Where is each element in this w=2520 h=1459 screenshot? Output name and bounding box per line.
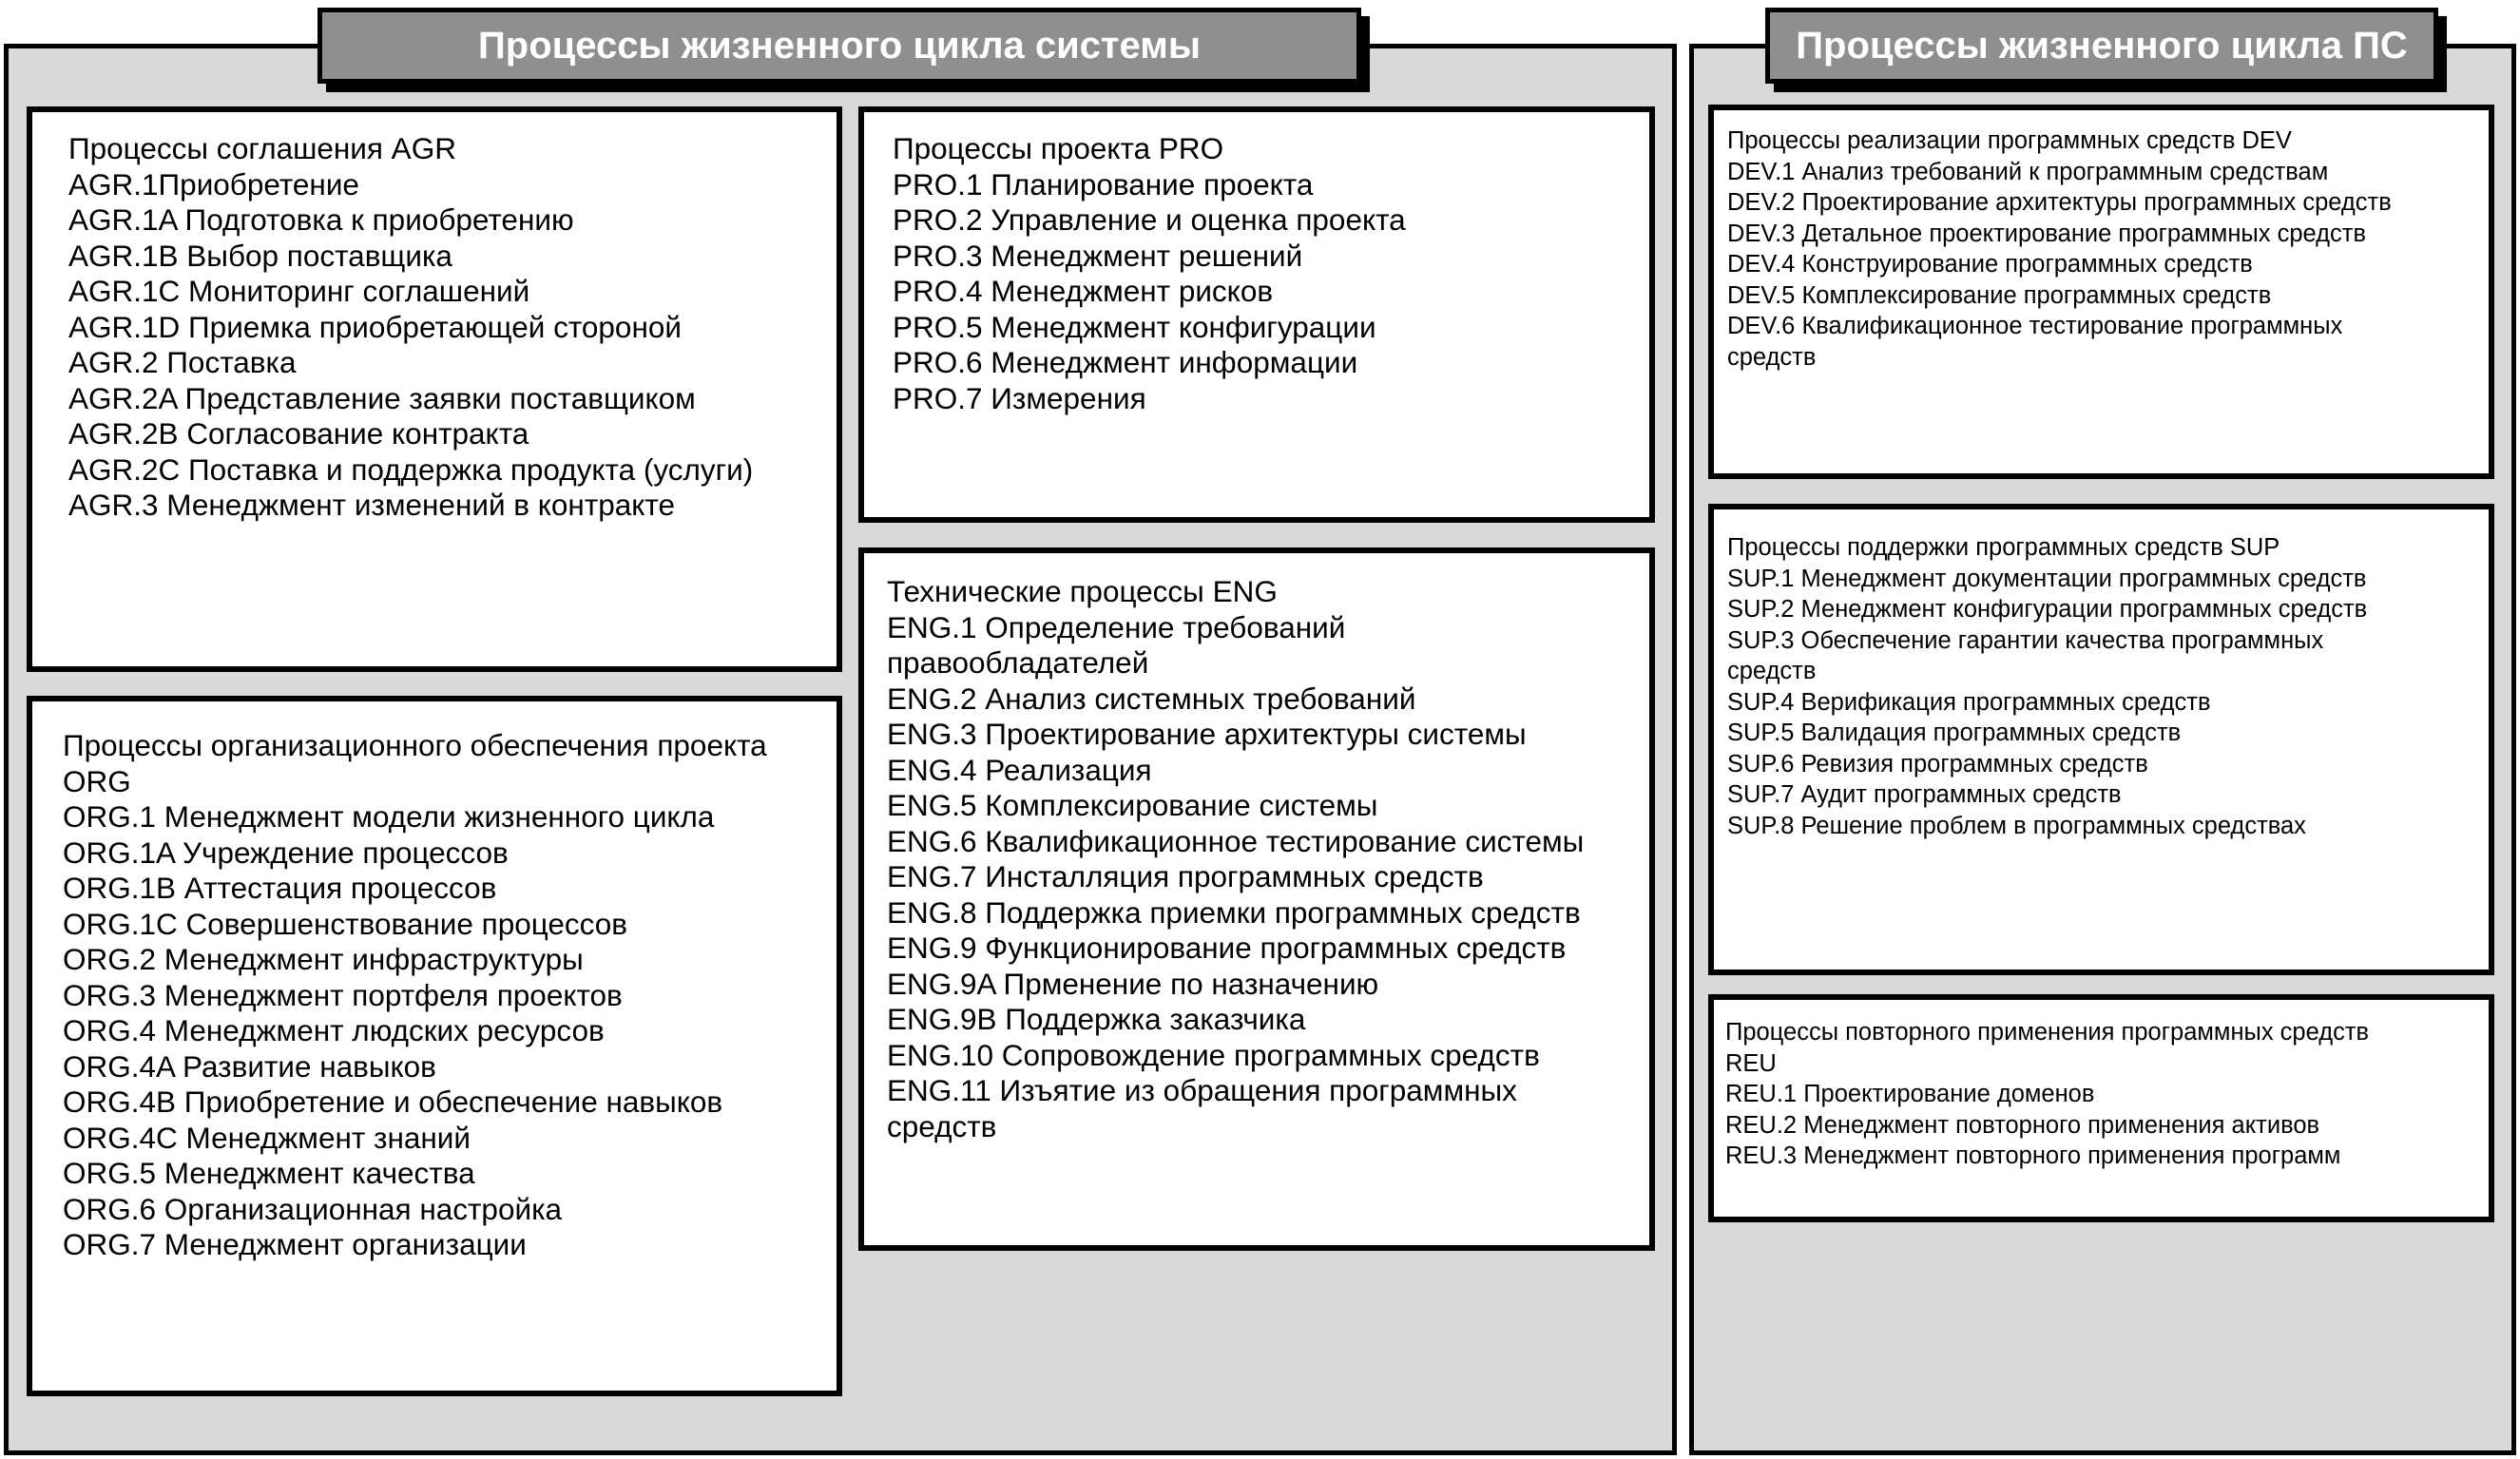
list-item: ORG.4A Развитие навыков <box>63 1048 436 1084</box>
list-item: ENG.5 Комплексирование системы <box>887 788 1378 822</box>
list-item: ORG.6 Организационная настройка <box>63 1191 563 1226</box>
list-item: SUP.6 Ревизия программных средств <box>1727 750 2148 777</box>
sup-list <box>1727 564 2475 842</box>
list-item: AGR.2B Согласование контракта <box>68 416 529 451</box>
eng-heading: Технические процессы ENG <box>887 574 1278 608</box>
dev-list <box>1727 157 2475 374</box>
list-item: DEV.3 Детальное проектирование программных средств <box>1727 220 2366 247</box>
list-item: DEV.1 Анализ требований к программным средствам <box>1727 158 2329 185</box>
list-item: DEV.2 Проектирование архитектуры программных средств <box>1727 189 2392 216</box>
list-item: REU.1 Проектирование доменов <box>1725 1081 2095 1107</box>
list-item: средств <box>1727 658 1817 684</box>
list-item: REU.3 Менеджмент повторного применения программ <box>1725 1142 2341 1169</box>
list-item: SUP.1 Менеджмент документации программных средств <box>1727 565 2367 592</box>
list-item: PRO.3 Менеджмент решений <box>893 238 1303 273</box>
pro-box <box>858 106 1655 523</box>
list-item: ENG.6 Квалификационное тестирование системы <box>887 823 1585 858</box>
org-box <box>27 696 842 1396</box>
list-item: ORG.1A Учреждение процессов <box>63 835 509 870</box>
list-item: ORG.1C Совершенствование процессов <box>63 906 628 941</box>
list-item: PRO.2 Управление и оценка проекта <box>893 202 1406 237</box>
list-item: ORG.1B Аттестация процессов <box>63 871 497 905</box>
list-item: AGR.2 Поставка <box>68 345 297 379</box>
list-item: ENG.2 Анализ системных требований <box>887 681 1416 716</box>
list-item: ENG.11 Изъятие из обращения программных <box>887 1073 1517 1107</box>
list-item: DEV.6 Квалификационное тестирование программных <box>1727 313 2343 339</box>
list-item: REU.2 Менеджмент повторного применения активов <box>1725 1111 2320 1139</box>
reu-list <box>1725 1079 2475 1172</box>
list-item: ORG.5 Менеджмент качества <box>63 1156 475 1190</box>
list-item: PRO.4 Менеджмент рисков <box>893 274 1274 308</box>
list-item: PRO.5 Менеджмент конфигурации <box>893 309 1376 344</box>
reu-heading-code: REU <box>1725 1049 1777 1077</box>
list-item: AGR.1A Подготовка к приобретению <box>68 202 574 237</box>
agr-heading: Процессы соглашения AGR <box>68 131 456 165</box>
list-item: ENG.1 Определение требований <box>887 609 1346 644</box>
org-heading: Процессы организационного обеспечения проекта <box>63 728 767 762</box>
list-item: SUP.5 Валидация программных средств <box>1727 720 2182 746</box>
list-item: ORG.1 Менеджмент модели жизненного цикла <box>63 799 715 834</box>
reu-heading: Процессы повторного применения программных средств <box>1725 1019 2370 1046</box>
list-item: ENG.10 Сопровождение программных средств <box>887 1037 1540 1072</box>
list-item: DEV.5 Комплексирование программных средств <box>1727 281 2272 309</box>
list-item: SUP.7 Аудит программных средств <box>1727 781 2122 808</box>
agr-box <box>27 106 842 672</box>
dev-heading: Процессы реализации программных средств DEV <box>1727 127 2292 154</box>
list-item: SUP.4 Верификация программных средств <box>1727 688 2211 716</box>
list-item: AGR.1Приобретение <box>68 166 359 202</box>
eng-box <box>858 547 1655 1251</box>
list-item: ORG.2 Менеджмент инфраструктуры <box>63 942 584 976</box>
agr-list <box>68 167 814 524</box>
list-item: SUP.8 Решение проблем в программных средствах <box>1727 812 2306 839</box>
list-item: AGR.1B Выбор поставщика <box>68 238 452 273</box>
org-list <box>63 799 814 1263</box>
list-item: ENG.9 Функционирование программных средств <box>887 931 1567 965</box>
list-item: DEV.4 Конструирование программных средств <box>1727 251 2253 278</box>
sup-heading: Процессы поддержки программных средств SUP <box>1727 534 2280 561</box>
org-heading-code: ORG <box>63 763 131 798</box>
list-item: PRO.6 Менеджмент информации <box>893 345 1358 379</box>
list-item: ENG.3 Проектирование архитектуры системы <box>887 717 1527 751</box>
list-item: средств <box>887 1108 997 1143</box>
list-item: AGR.2A Представление заявки поставщиком <box>68 380 696 415</box>
sup-box <box>1708 504 2494 975</box>
eng-list <box>887 610 1626 1145</box>
reu-box <box>1708 994 2494 1222</box>
list-item: ENG.7 Инсталляция программных средств <box>887 859 1484 893</box>
list-item: правообладателей <box>887 645 1149 680</box>
list-item: ENG.9B Поддержка заказчика <box>887 1002 1306 1036</box>
system-processes-title: Процессы жизненного цикла системы <box>317 8 1361 84</box>
software-processes-title: Процессы жизненного цикла ПС <box>1765 8 2438 84</box>
pro-list <box>893 167 1626 417</box>
list-item: ORG.4 Менеджмент людских ресурсов <box>63 1013 605 1047</box>
list-item: AGR.1D Приемка приобретающей стороной <box>68 309 682 344</box>
pro-heading: Процессы проекта PRO <box>893 131 1224 165</box>
list-item: ORG.3 Менеджмент портфеля проектов <box>63 977 623 1012</box>
list-item: средств <box>1727 343 1817 371</box>
list-item: SUP.3 Обеспечение гарантии качества программных <box>1727 626 2324 654</box>
list-item: ENG.8 Поддержка приемки программных средств <box>887 894 1581 930</box>
list-item: SUP.2 Менеджмент конфигурации программных средств <box>1727 596 2368 623</box>
list-item: ORG.4C Менеджмент знаний <box>63 1120 471 1155</box>
list-item: PRO.1 Планирование проекта <box>893 166 1314 202</box>
list-item: AGR.3 Менеджмент изменений в контракте <box>68 488 676 522</box>
dev-box <box>1708 105 2494 479</box>
list-item: AGR.2C Поставка и поддержка продукта (услуги) <box>68 451 754 487</box>
list-item: ENG.9A Прменение по назначению <box>887 966 1379 1001</box>
list-item: ORG.7 Менеджмент организации <box>63 1227 527 1261</box>
list-item: AGR.1C Мониторинг соглашений <box>68 274 530 308</box>
list-item: PRO.7 Измерения <box>893 380 1146 415</box>
list-item: ENG.4 Реализация <box>887 752 1152 787</box>
list-item: ORG.4B Приобретение и обеспечение навыков <box>63 1085 723 1119</box>
